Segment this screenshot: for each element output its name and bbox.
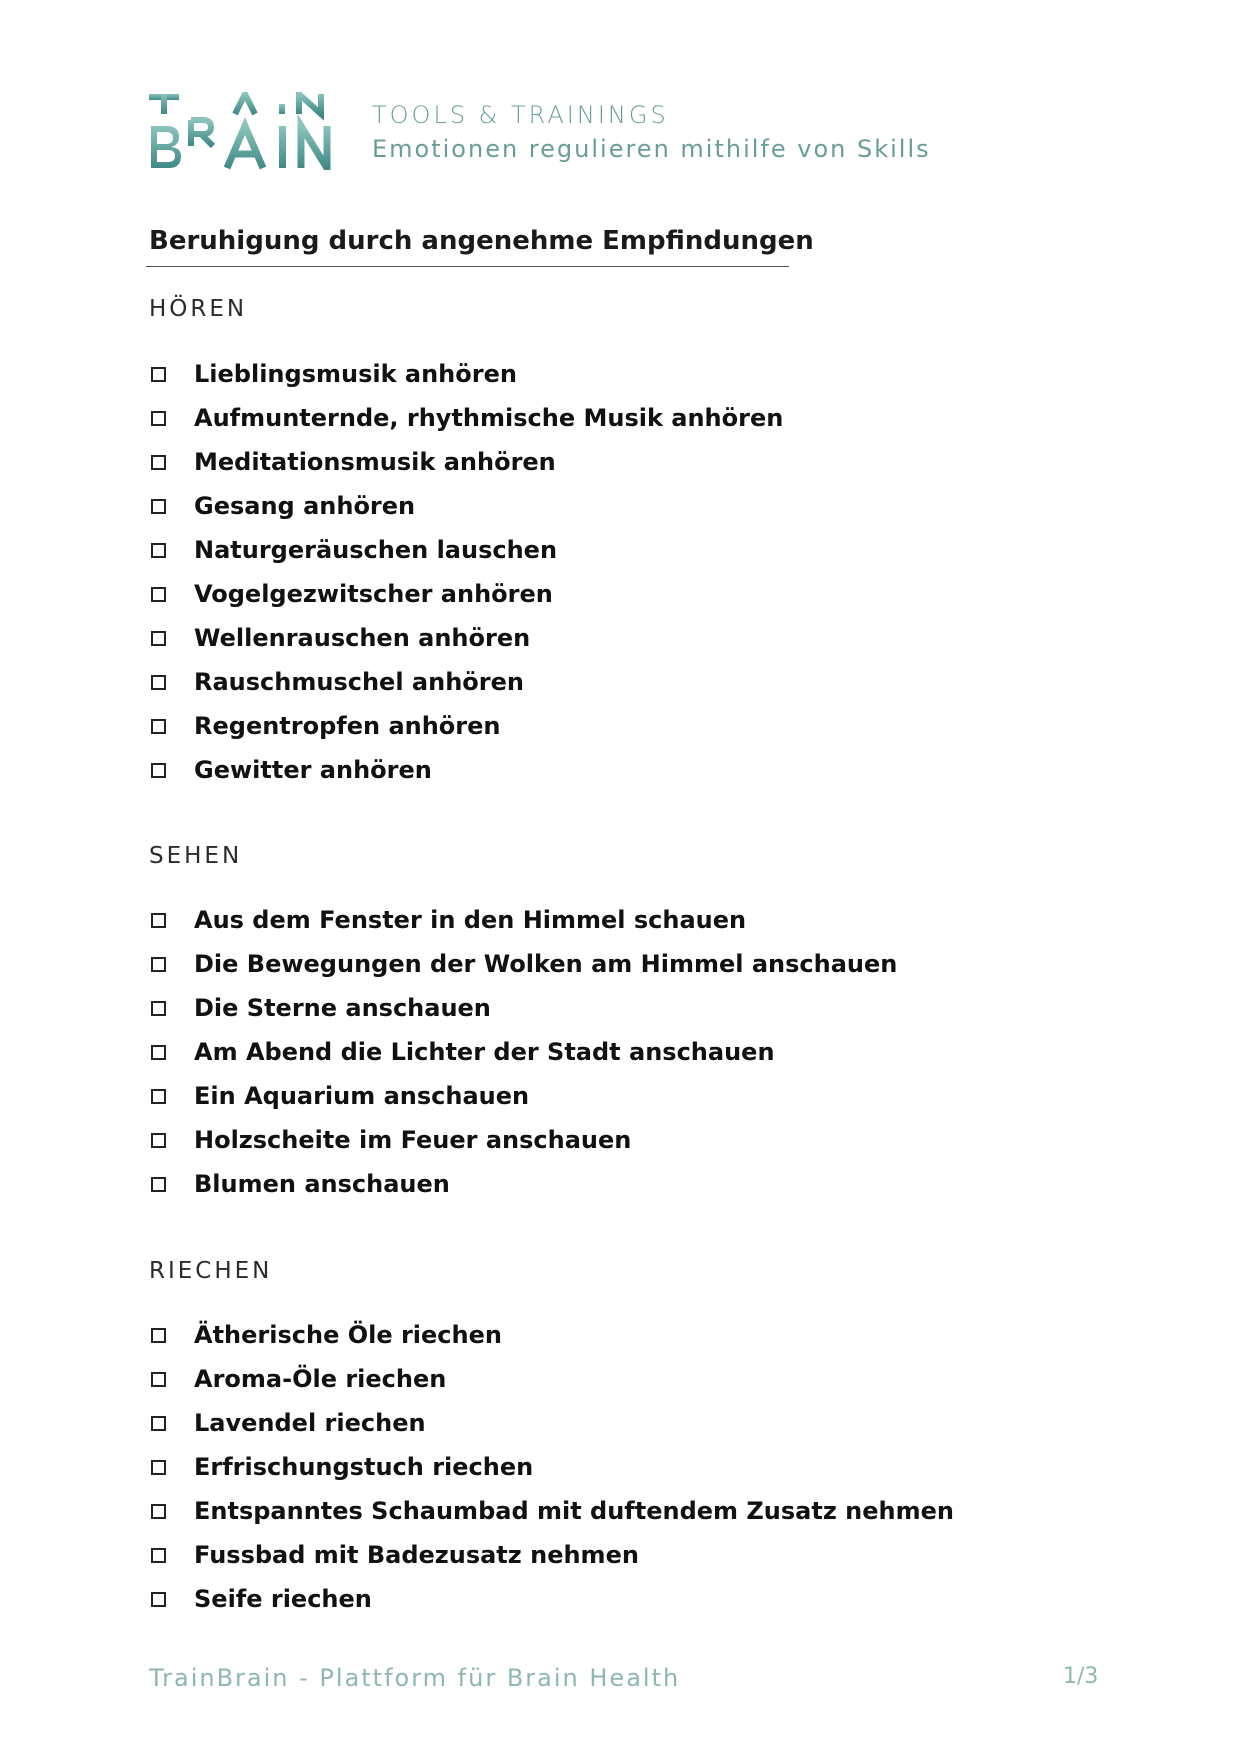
checkbox[interactable] [151,1045,166,1060]
checkbox[interactable] [151,1504,166,1519]
item-label: Blumen anschauen [194,1170,450,1198]
checkbox[interactable] [151,587,166,602]
item-label: Lieblingsmusik anhören [194,360,517,388]
list-item [151,1577,954,1621]
checkbox[interactable] [151,367,166,382]
item-label: Meditationsmusik anhören [194,448,556,476]
item-label: Lavendel riechen [194,1409,426,1437]
trainbrain-logo [147,92,337,170]
checkbox[interactable] [151,1548,166,1563]
list-item [151,1401,954,1445]
item-label: Aroma-Öle riechen [194,1365,447,1393]
list-item [151,1357,954,1401]
list-item [151,1445,954,1489]
list-item [151,660,783,704]
item-label: Seife riechen [194,1585,372,1613]
checkbox[interactable] [151,1089,166,1104]
list-item [151,1030,897,1074]
checkbox[interactable] [151,631,166,646]
item-label: Ätherische Öle riechen [194,1321,502,1349]
list-item [151,572,783,616]
list-item [151,1162,897,1206]
item-label: Vogelgezwitscher anhören [194,580,553,608]
checkbox[interactable] [151,1177,166,1192]
footer-text: TrainBrain - Plattform für Brain Health [149,1664,681,1692]
item-label: Ein Aquarium anschauen [194,1082,530,1110]
checkbox[interactable] [151,1372,166,1387]
item-label: Am Abend die Lichter der Stadt anschauen [194,1038,775,1066]
item-label: Naturgeräuschen lauschen [194,536,558,564]
checkbox[interactable] [151,411,166,426]
header-text [372,98,931,166]
checkbox[interactable] [151,763,166,778]
item-label: Holzscheite im Feuer anschauen [194,1126,632,1154]
item-label: Entspanntes Schaumbad mit duftendem Zusatz nehmen [194,1497,954,1525]
list-item [151,528,783,572]
checkbox[interactable] [151,1001,166,1016]
list-item [151,986,897,1030]
list-item [151,352,783,396]
title-underline [146,266,789,267]
page-title: Beruhigung durch angenehme Empfindungen [149,226,814,256]
checkbox[interactable] [151,1460,166,1475]
header-tagline: TOOLS & TRAININGS [372,101,669,129]
checkbox[interactable] [151,957,166,972]
list-item [151,1533,954,1577]
checklist-riechen [151,1313,954,1621]
list-item [151,616,783,660]
item-label: Regentropfen anhören [194,712,501,740]
item-label: Aufmunternde, rhythmische Musik anhören [194,404,784,432]
list-item [151,396,783,440]
header-subtitle: Emotionen regulieren mithilfe von Skills [372,135,931,163]
item-label: Aus dem Fenster in den Himmel schauen [194,906,747,934]
list-item [151,898,897,942]
checkbox[interactable] [151,675,166,690]
list-item [151,1313,954,1357]
list-item [151,1074,897,1118]
section-heading-hoeren: HÖREN [149,296,248,322]
checkbox[interactable] [151,543,166,558]
list-item [151,1118,897,1162]
list-item [151,1489,954,1533]
item-label: Die Sterne anschauen [194,994,491,1022]
checkbox[interactable] [151,1133,166,1148]
checkbox[interactable] [151,455,166,470]
item-label: Gesang anhören [194,492,416,520]
page-number: 1/3 [1063,1664,1099,1689]
list-item [151,484,783,528]
section-heading-sehen: SEHEN [149,843,243,869]
checkbox[interactable] [151,499,166,514]
checklist-hoeren [151,352,783,792]
list-item [151,748,783,792]
section-heading-riechen: RIECHEN [149,1258,273,1284]
checkbox[interactable] [151,719,166,734]
item-label: Fussbad mit Badezusatz nehmen [194,1541,639,1569]
item-label: Wellenrauschen anhören [194,624,531,652]
list-item [151,942,897,986]
checkbox[interactable] [151,1416,166,1431]
checklist-sehen [151,898,897,1206]
list-item [151,704,783,748]
item-label: Erfrischungstuch riechen [194,1453,534,1481]
item-label: Die Bewegungen der Wolken am Himmel anschauen [194,950,898,978]
checkbox[interactable] [151,913,166,928]
list-item [151,440,783,484]
item-label: Gewitter anhören [194,756,432,784]
item-label: Rauschmuschel anhören [194,668,524,696]
checkbox[interactable] [151,1592,166,1607]
checkbox[interactable] [151,1328,166,1343]
